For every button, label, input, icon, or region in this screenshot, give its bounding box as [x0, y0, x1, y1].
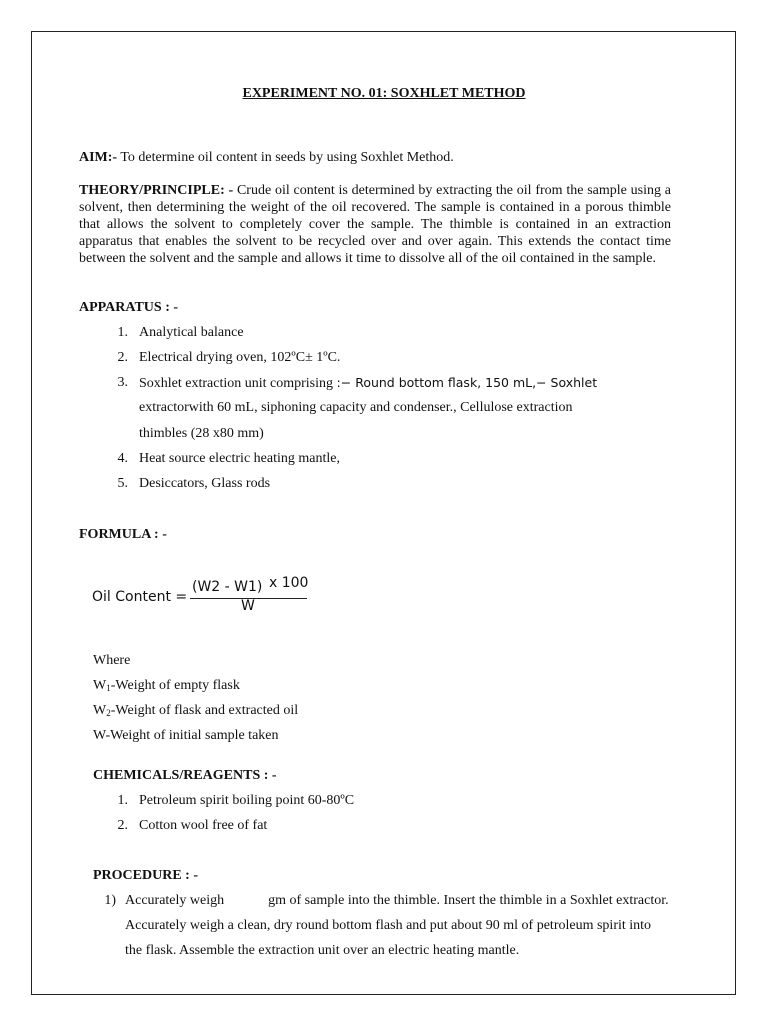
- apparatus-item-3-text-a: Soxhlet extraction unit comprising: [139, 376, 337, 391]
- where-line-3: [93, 728, 279, 744]
- apparatus-item-5: Desiccators, Glass rods: [139, 476, 271, 491]
- apparatus-item-3-line-3: thimbles (28 x80 mm): [139, 426, 264, 441]
- formula-denominator: W: [241, 598, 255, 614]
- apparatus-item-2-number: 2.: [117, 350, 128, 365]
- where-line-2: [93, 703, 298, 719]
- apparatus-item-2: Electrical drying oven, 102ºC± 1ºC.: [139, 350, 341, 365]
- where-line-1-text: -Weight of empty flask: [110, 678, 240, 693]
- where-line-3-var: W: [93, 728, 106, 743]
- aim-paragraph: [79, 149, 671, 166]
- apparatus-item-3: [139, 375, 597, 392]
- aim-text: To determine oil content in seeds by using Soxhlet Method.: [117, 150, 454, 165]
- apparatus-item-4-number: 4.: [117, 451, 128, 466]
- theory-paragraph: [79, 182, 671, 267]
- aim-label: AIM:-: [79, 150, 118, 165]
- formula-lhs: Oil Content =: [92, 589, 188, 605]
- document-title: EXPERIMENT NO. 01: SOXHLET METHOD: [242, 86, 526, 101]
- procedure-item-1-text-b: gm of sample into the thimble. Insert the thimble in a Soxhlet extractor.: [268, 893, 669, 908]
- formula-multiplier: x 100: [269, 575, 309, 591]
- chemicals-item-2-number: 2.: [117, 818, 128, 833]
- theory-text: Crude oil content is determined by extracting the oil from the sample using a solvent, then determining the weight of the oil recovered. The sample is contained in a porous thimble that allows the solvent to completely cover the sample. The thimble is contained in an extraction apparatus that enables the solvent to be recycled over and over again. This extends the contact time between the solvent and the sample and allows it time to dissolve all of the oil contained in the sample.: [79, 183, 672, 266]
- procedure-item-1: [125, 893, 669, 909]
- procedure-item-1-text-a: Accurately weigh: [125, 893, 225, 908]
- where-line-2-text: -Weight of flask and extracted oil: [110, 703, 299, 718]
- where-label: Where: [93, 653, 131, 668]
- apparatus-item-3-line-2: extractorwith 60 mL, siphoning capacity and condenser., Cellulose extraction: [139, 400, 573, 415]
- apparatus-item-1-number: 1.: [117, 325, 128, 340]
- page-border: [31, 31, 736, 995]
- formula-heading: FORMULA : -: [79, 527, 167, 542]
- theory-label: THEORY/PRINCIPLE: -: [79, 183, 234, 198]
- chemicals-item-1: Petroleum spirit boiling point 60-80ºC: [139, 793, 355, 808]
- where-line-2-sub: 2: [106, 708, 111, 718]
- apparatus-item-1: Analytical balance: [139, 325, 244, 340]
- where-line-2-var: W: [93, 703, 107, 718]
- chemicals-heading: CHEMICALS/REAGENTS : -: [93, 768, 277, 783]
- chemicals-item-1-number: 1.: [117, 793, 128, 808]
- where-line-1: [93, 678, 240, 694]
- where-line-1-sub: 1: [106, 683, 111, 693]
- apparatus-item-3-text-b: :− Round bottom flask, 150 mL,− Soxhlet: [336, 375, 598, 390]
- apparatus-item-4: Heat source electric heating mantle,: [139, 451, 340, 466]
- apparatus-item-3-number: 3.: [117, 375, 128, 390]
- apparatus-item-5-number: 5.: [117, 476, 128, 491]
- procedure-item-1-line-2: Accurately weigh a clean, dry round bottom flash and put about 90 ml of petroleum spirit into: [125, 918, 652, 933]
- procedure-item-1-line-3: the flask. Assemble the extraction unit over an electric heating mantle.: [125, 943, 520, 958]
- where-line-3-text: -Weight of initial sample taken: [105, 728, 279, 743]
- apparatus-heading: APPARATUS : -: [79, 300, 179, 315]
- procedure-item-1-number: 1): [104, 893, 116, 908]
- chemicals-item-2: Cotton wool free of fat: [139, 818, 268, 833]
- where-line-1-var: W: [93, 678, 107, 693]
- procedure-heading: PROCEDURE : -: [93, 868, 198, 883]
- formula-numerator: (W2 - W1): [192, 579, 263, 595]
